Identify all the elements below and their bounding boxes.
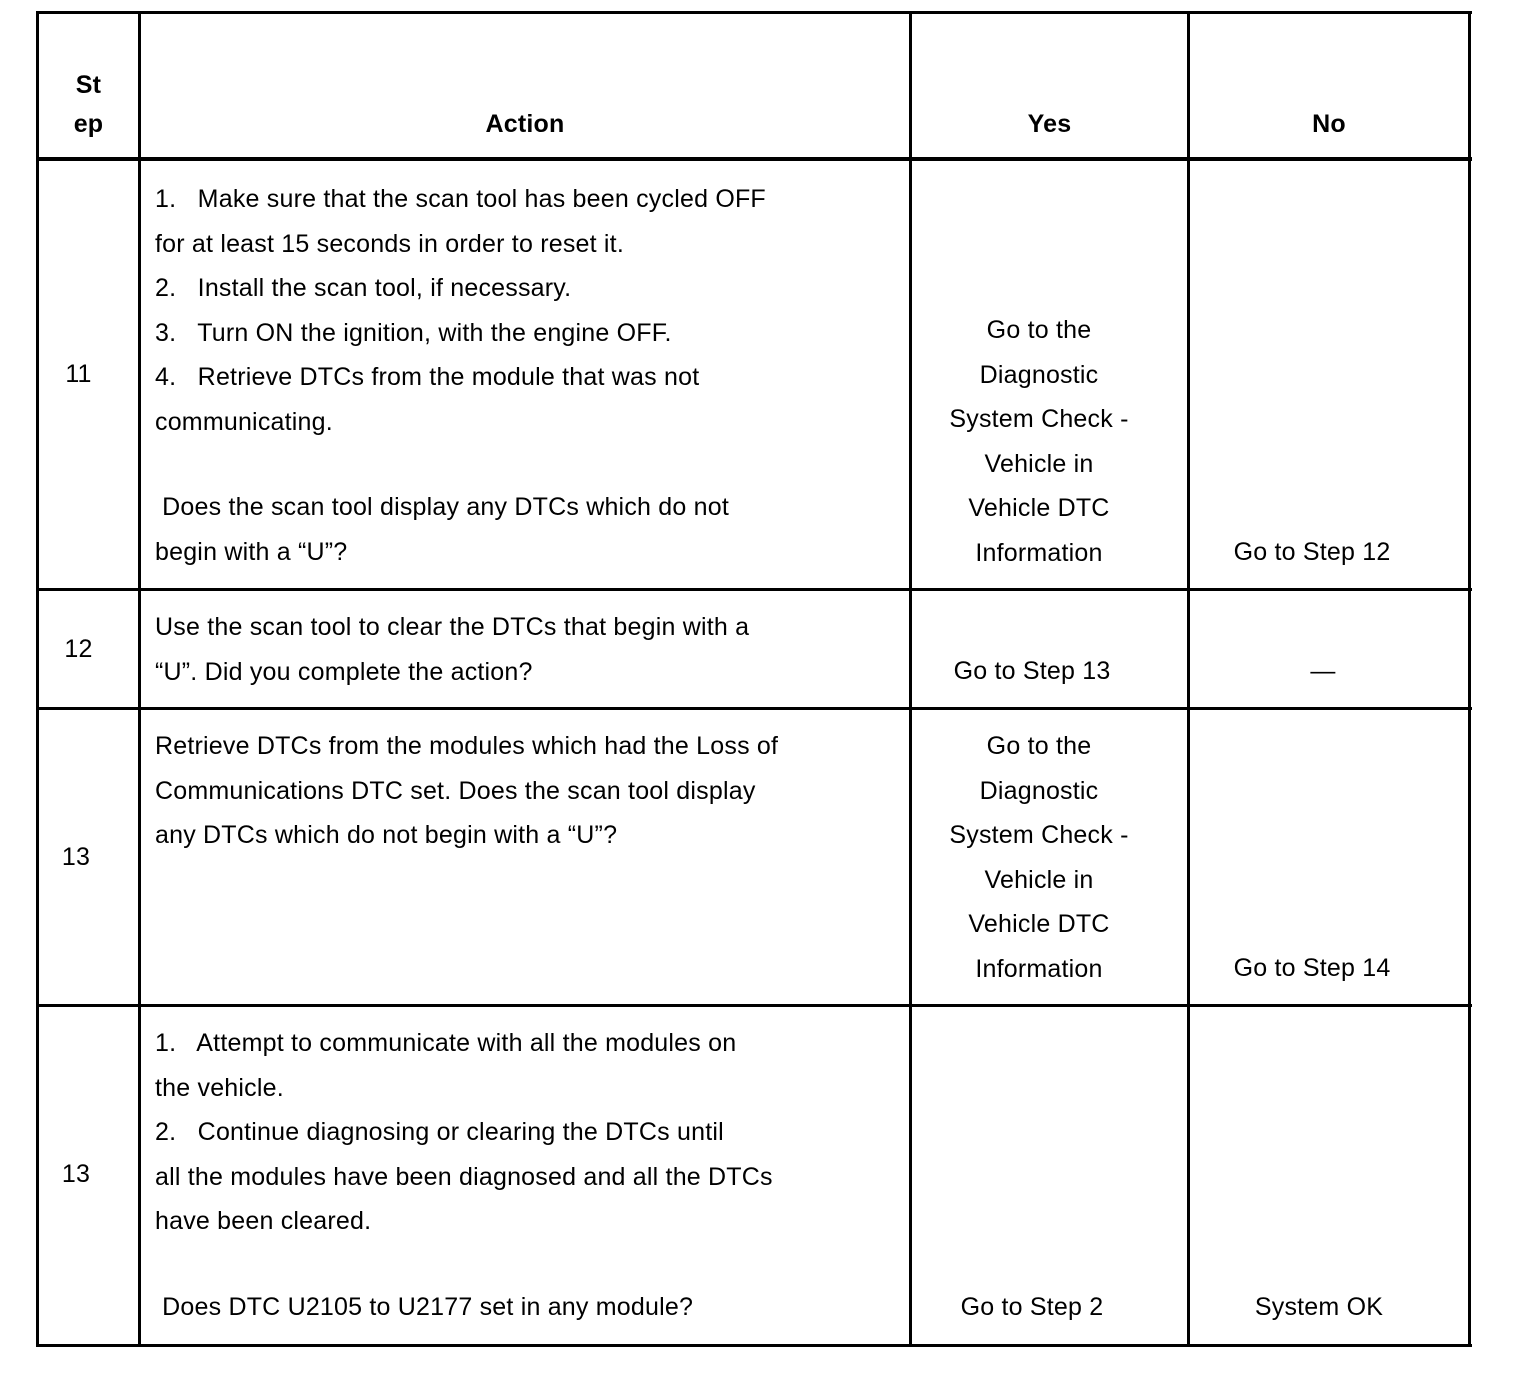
yes-cell: Go to Step 2 [960,1293,1104,1321]
action-line: the vehicle. [155,1073,284,1102]
column-divider [138,11,141,1347]
yes-cell: Go to Step 13 [953,657,1111,685]
table-border-right [1468,11,1471,1347]
no-cell: — [1310,657,1336,685]
action-line: Retrieve DTCs from the modules which had the Loss of [155,732,779,760]
action-line: communicating. [155,407,333,436]
action-cell [155,605,895,694]
yes-line: System Check - [949,821,1129,849]
row-divider [36,588,1472,591]
yes-cell [912,308,1166,575]
header-no: No [1312,110,1346,138]
action-cell [155,1021,895,1329]
action-line: 2. Install the scan tool, if necessary. [155,274,572,302]
step-number: 11 [65,360,92,388]
action-spacer [155,444,895,485]
action-line: 1. Attempt to communicate with all the modules on [155,1029,737,1057]
header-divider [36,157,1472,161]
action-line: 4. Retrieve DTCs from the module that was not [155,363,700,391]
diagnostic-table [36,11,1472,1347]
no-cell: Go to Step 14 [1233,954,1391,982]
yes-line: Diagnostic [979,776,1099,805]
table-border-bottom [36,1344,1472,1347]
yes-line: Go to the [986,316,1092,344]
yes-line: Diagnostic [979,360,1099,389]
no-cell: Go to Step 12 [1233,538,1391,566]
header-step-line1: St [75,71,102,99]
yes-line: Vehicle DTC [968,910,1110,938]
yes-line: Vehicle DTC [968,494,1110,522]
action-cell [155,724,895,858]
yes-line: Vehicle in [984,449,1094,478]
step-number: 13 [61,1160,91,1188]
yes-line: Go to the [986,732,1092,760]
step-number: 12 [64,635,93,663]
action-line: Use the scan tool to clear the DTCs that begin with a [155,613,750,641]
header-yes: Yes [1027,110,1072,138]
header-step [39,66,138,144]
action-line: 3. Turn ON the ignition, with the engine OFF. [155,318,672,347]
table-border-left [36,11,39,1347]
table-border-top [36,11,1472,14]
header-step-line2: ep [73,110,104,138]
action-line: Does DTC U2105 to U2177 set in any module? [155,1292,694,1321]
yes-line: Vehicle in [984,865,1094,894]
action-line: begin with a “U”? [155,537,348,566]
row-divider [36,1004,1472,1007]
row-divider [36,707,1472,710]
action-line: “U”. Did you complete the action? [155,657,533,686]
yes-cell [912,724,1166,991]
yes-line: System Check - [949,405,1129,433]
action-line: any DTCs which do not begin with a “U”? [155,821,618,849]
action-line: 2. Continue diagnosing or clearing the DTCs until [155,1118,724,1146]
action-line: Communications DTC set. Does the scan tool display [155,776,756,805]
action-line: all the modules have been diagnosed and all the DTCs [155,1162,773,1191]
action-cell [155,177,895,574]
step-number: 13 [61,843,91,871]
action-line: 1. Make sure that the scan tool has been cycled OFF [155,185,766,213]
yes-line: Information [975,954,1103,983]
action-line: Does the scan tool display any DTCs which do not [155,493,729,521]
action-line: have been cleared. [155,1207,372,1235]
action-line: for at least 15 seconds in order to reset it. [155,229,624,258]
header-action: Action [485,110,565,138]
action-spacer [155,1244,895,1285]
yes-line: Information [975,538,1103,567]
no-cell: System OK [1254,1293,1384,1321]
